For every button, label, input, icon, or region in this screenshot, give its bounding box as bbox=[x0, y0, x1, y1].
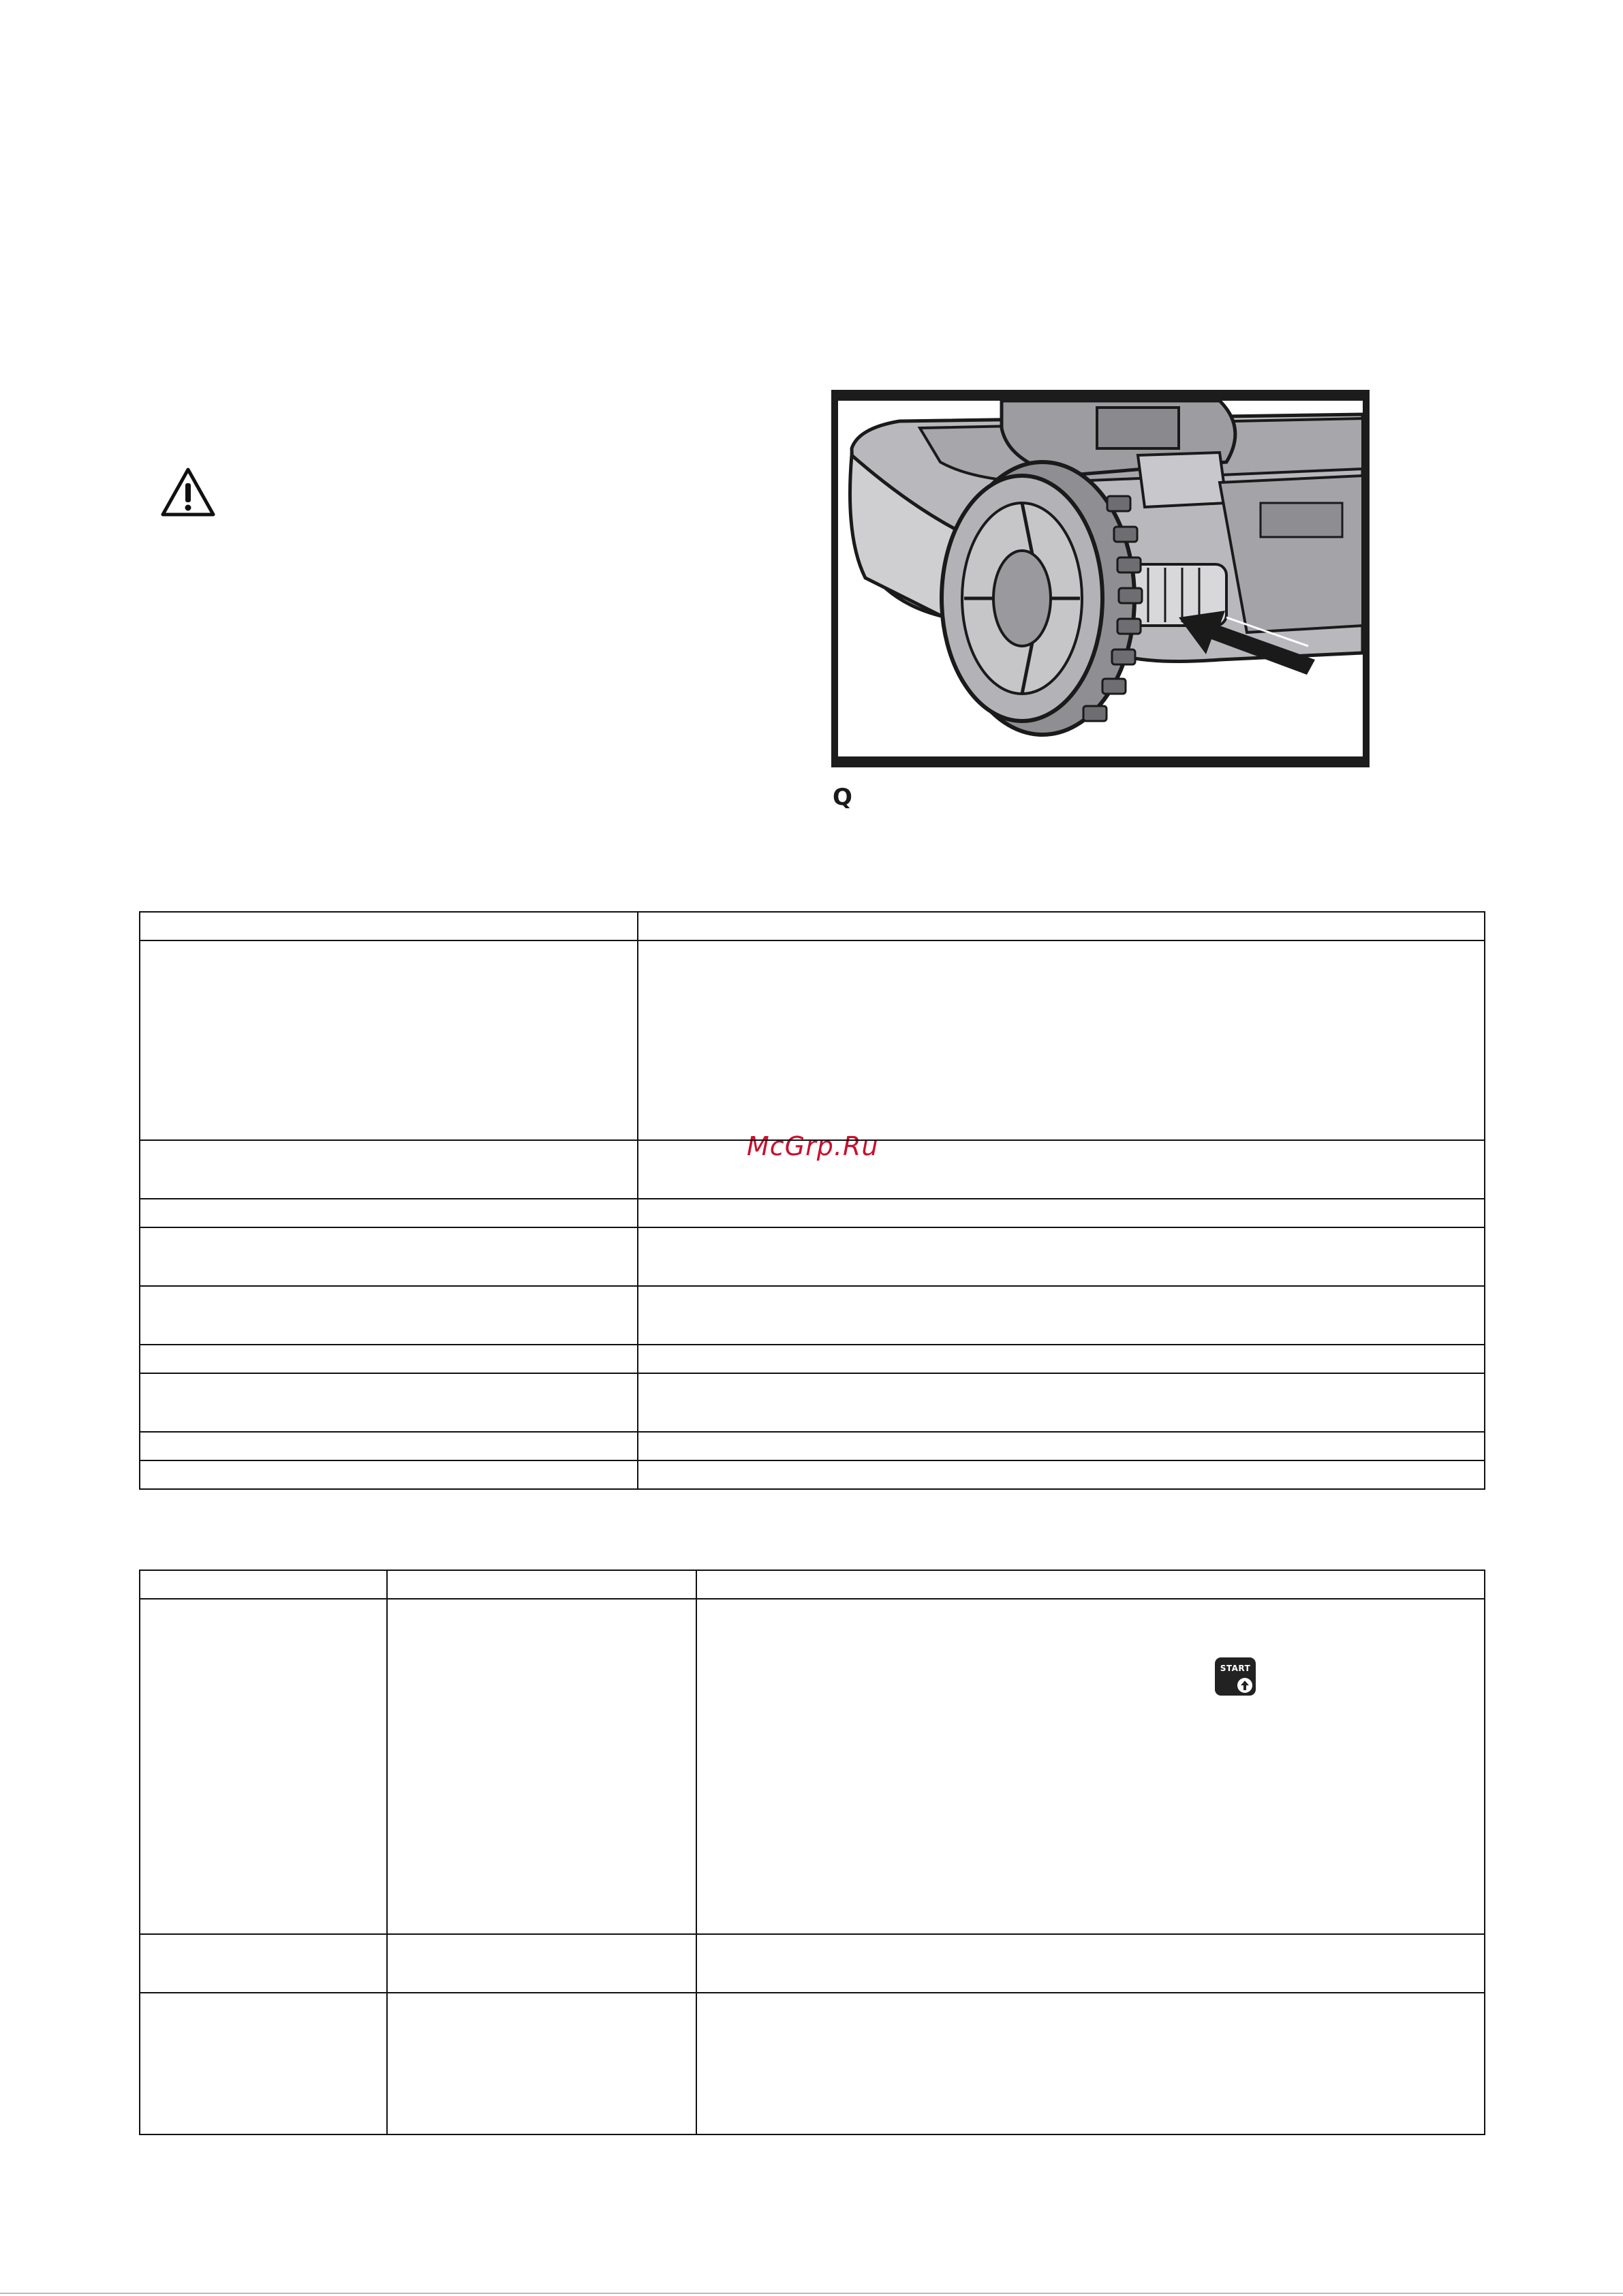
start-key-label: START bbox=[1220, 1664, 1251, 1673]
table-cell bbox=[696, 1993, 1485, 2134]
table-cell bbox=[638, 1345, 1485, 1373]
table-cell bbox=[696, 1599, 1485, 1934]
lower-table bbox=[139, 1570, 1485, 2135]
table-cell bbox=[140, 1599, 387, 1934]
arrow-up-icon bbox=[1237, 1678, 1252, 1693]
table-cell bbox=[140, 1227, 638, 1286]
table-row bbox=[140, 1432, 1485, 1460]
table-cell bbox=[140, 1199, 638, 1227]
table-cell bbox=[140, 1286, 638, 1345]
table-row bbox=[140, 1934, 1485, 1993]
table-cell bbox=[638, 1227, 1485, 1286]
table-row bbox=[140, 940, 1485, 1140]
mower-drawing bbox=[838, 401, 1363, 756]
table-row bbox=[140, 1199, 1485, 1227]
table-row bbox=[140, 1345, 1485, 1373]
table-cell bbox=[140, 1934, 387, 1993]
upper-table bbox=[139, 911, 1485, 1490]
table-row bbox=[140, 1286, 1485, 1345]
table-cell bbox=[638, 912, 1485, 940]
start-key-icon bbox=[1215, 1657, 1256, 1696]
table-cell bbox=[140, 1140, 638, 1199]
table-cell bbox=[140, 1460, 638, 1489]
table-cell bbox=[638, 1460, 1485, 1489]
table-cell bbox=[140, 1993, 387, 2134]
table-cell bbox=[387, 1934, 696, 1993]
table-cell bbox=[387, 1599, 696, 1934]
table-cell bbox=[140, 1373, 638, 1432]
table-cell bbox=[140, 1570, 387, 1599]
figure-label: Q bbox=[833, 784, 852, 811]
table-cell bbox=[638, 1140, 1485, 1199]
table-cell bbox=[696, 1570, 1485, 1599]
table-cell bbox=[638, 1199, 1485, 1227]
watermark: McGrp.Ru bbox=[747, 1131, 879, 1161]
table-cell bbox=[140, 912, 638, 940]
table-row bbox=[140, 1570, 1485, 1599]
table-row bbox=[140, 1227, 1485, 1286]
table-row bbox=[140, 912, 1485, 940]
table-cell bbox=[140, 1345, 638, 1373]
table-row bbox=[140, 1373, 1485, 1432]
table-row bbox=[140, 1993, 1485, 2134]
table-cell bbox=[387, 1570, 696, 1599]
table-cell bbox=[140, 940, 638, 1140]
table-cell bbox=[638, 1432, 1485, 1460]
table-row bbox=[140, 1599, 1485, 1934]
warning-triangle-icon bbox=[159, 465, 217, 519]
table-cell bbox=[140, 1432, 638, 1460]
table-cell bbox=[638, 940, 1485, 1140]
table-cell bbox=[696, 1934, 1485, 1993]
table-cell bbox=[387, 1993, 696, 2134]
mower-wheel-illustration bbox=[831, 390, 1370, 767]
table-cell bbox=[638, 1373, 1485, 1432]
table-row bbox=[140, 1140, 1485, 1199]
table-row bbox=[140, 1460, 1485, 1489]
page-edge-line bbox=[0, 2293, 1623, 2294]
table-cell bbox=[638, 1286, 1485, 1345]
